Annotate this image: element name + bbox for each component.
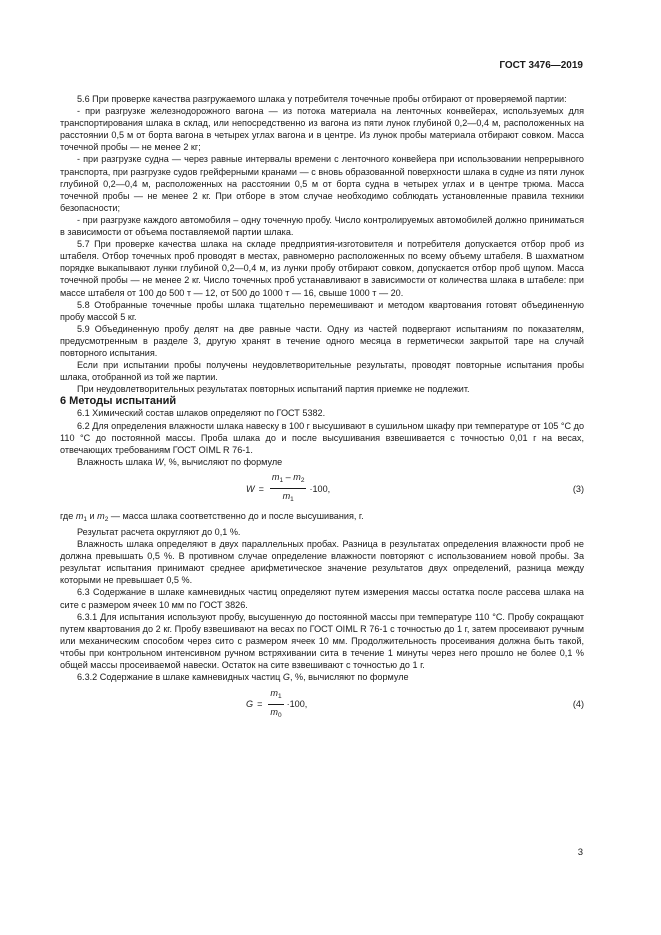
formula-lhs: G — [246, 699, 254, 710]
paragraph: 6.2 Для определения влажности шлака навеску в 100 г высушивают в сушильном шкафу при температуре от 105 °С до 110 °С до постоянной массы. Проба шлака до и после высушивания взвешивается с точностью 0,01 г на весах, отвечающих требованиям ГОСТ OIML R 76-1. — [60, 420, 584, 455]
section-title: 6 Методы испытаний — [60, 395, 177, 408]
page-number: 3 — [577, 847, 583, 858]
paragraph: 5.7 При проверке качества шлака на складе предприятия-изготовителя и потребителя допускается отбор проб из штабеля. Отбор точечных проб проводят в местах, равномерно расположенных по всему объему штабеля. В шахматном порядке выкапывают лунки глубиной 0,2—0,4 м, из лунки пробу отбирают совком, допускается отбор проб щупом. Масса точечной пробы — не менее 2 кг. Число точечных проб устанавливают в зависимости от количества шлака в штабеле: при массе штабеля от 100 до 500 т — 12, от 500 до 1000 т — 16, свыше 1000 т — 20. — [60, 239, 584, 298]
paragraph: Результат расчета округляют до 0,1 %. — [77, 527, 241, 537]
formula-4 — [60, 687, 584, 721]
paragraph: 5.8 Отобранные точечные пробы шлака тщательно перемешивают и методом квартования готовят объединенную пробу массой 5 кг. — [60, 299, 584, 322]
paragraph: - при разгрузке железнодорожного вагона — из потока материала на ленточных конвейерах, используемых для транспортирования шлака в склад, или непосредственно из вагона из пяти лунок глубиной 0,2—0,4 м, расположенных на расстоянии 0,5 м от борта вагона в четырех углах вагона и в центре. Из лунок пробы материала отбирают совком. Масса точечной пробы — не менее 2 кг; — [60, 106, 584, 153]
formula-numerator: $m_1$ — [268, 687, 283, 705]
formula-denominator: $m_0$ — [270, 706, 282, 719]
paragraph: 6.3.2 Содержание в шлаке камневидных частиц G, %, вычисляют по формуле — [77, 672, 409, 683]
paragraph: 5.9 Объединенную пробу делят на две равные части. Одну из частей подвергают испытаниям по показателям, предусмотренным в разделе 3, другую хранят в течение одного месяца в герметически закрытой таре на случай повторного испытания. — [60, 323, 584, 358]
formula-tail: ·100, — [286, 699, 308, 710]
paragraph: 6.3.1 Для испытания используют пробу, высушенную до постоянной массы при температуре 110 °С. Пробу сокращают путем квартования до 2 кг. Пробу взвешивают на весах по ГОСТ OIML R 76-1 с точностью до 1 г, затем просеивают ручным или механическим способом через сито с размером ячеек 10 мм. Продолжительность просеивания должна быть такой, чтобы при контрольном интенсивном ручном встряхивании сита в течение 1 минуты через него прошло не более 0,1 % общей массы просеиваемой навески. Остаток на сите взвешивают с точностью до 1 г. — [60, 611, 584, 671]
paragraph: - при разгрузке каждого автомобиля – одну точечную пробу. Число контролируемых автомобилей должно приниматься в зависимости от объема поставляемой партии шлака. — [60, 214, 584, 238]
paragraph: Если при испытании пробы получены неудовлетворительные результаты, проводят повторные испытания пробы шлака, отобранной из той же партии. — [60, 360, 584, 383]
formula-lhs: W — [246, 483, 255, 494]
formula-equals: = — [257, 699, 263, 710]
formula-numerator: $m_1 - m_2$ — [270, 471, 307, 489]
formula-where: где $m_1$ и $m_2$ — масса шлака соответственно до и после высушивания, г. — [60, 510, 364, 523]
formula-fraction — [268, 687, 283, 722]
formula-number: (4) — [572, 699, 584, 710]
paragraph: 6.1 Химический состав шлаков определяют по ГОСТ 5382. — [77, 408, 326, 419]
paragraph: Влажность шлака W, %, вычисляют по формуле — [77, 456, 283, 467]
document-body — [60, 93, 584, 725]
formula-number: (3) — [572, 483, 584, 494]
paragraph: Влажность шлака определяют в двух параллельных пробах. Разница в результатах определения влажности проб не должна превышать 0,5 %. В противном случае определение влажности повторяют с использованием новой пробы. За результат испытания принимают среднее арифметическое значение результатов двух определений, разница между которыми не превышает 0,5 %. — [60, 539, 584, 586]
formula-fraction — [270, 471, 307, 506]
paragraph: 6.3 Содержание в шлаке камневидных частиц определяют путем измерения массы остатка после рассева шлака на сите с размером ячеек 10 мм по ГОСТ 3826. — [60, 587, 584, 610]
paragraph: При неудовлетворительных результатах повторных испытаний партия приемке не подлежит. — [77, 384, 470, 395]
formula-3 — [60, 472, 584, 506]
formula-denominator: $m_1$ — [282, 491, 294, 504]
paragraph: - при разгрузке судна — через равные интервалы времени с ленточного конвейера при использовании непрерывного транспорта, при разгрузке судов грейферными кранами — с вновь образованной поверхности шлака в судне из пяти лунок глубиной 0,2—0,4 м, расположенных на расстоянии 0,5 м от борта судна в четырех углах и в центре трюма. Масса точечной пробы — не менее 2 кг. При отборе в этом случае необходимо соблюдать установленные правила техники безопасности; — [60, 154, 584, 213]
paragraph: 5.6 При проверке качества разгружаемого шлака у потребителя точечные пробы отбирают от проверяемой партии: — [77, 94, 567, 104]
formula-equals: = — [258, 483, 264, 494]
document-code: ГОСТ 3476—2019 — [499, 60, 583, 71]
formula-tail: ·100, — [309, 483, 331, 494]
